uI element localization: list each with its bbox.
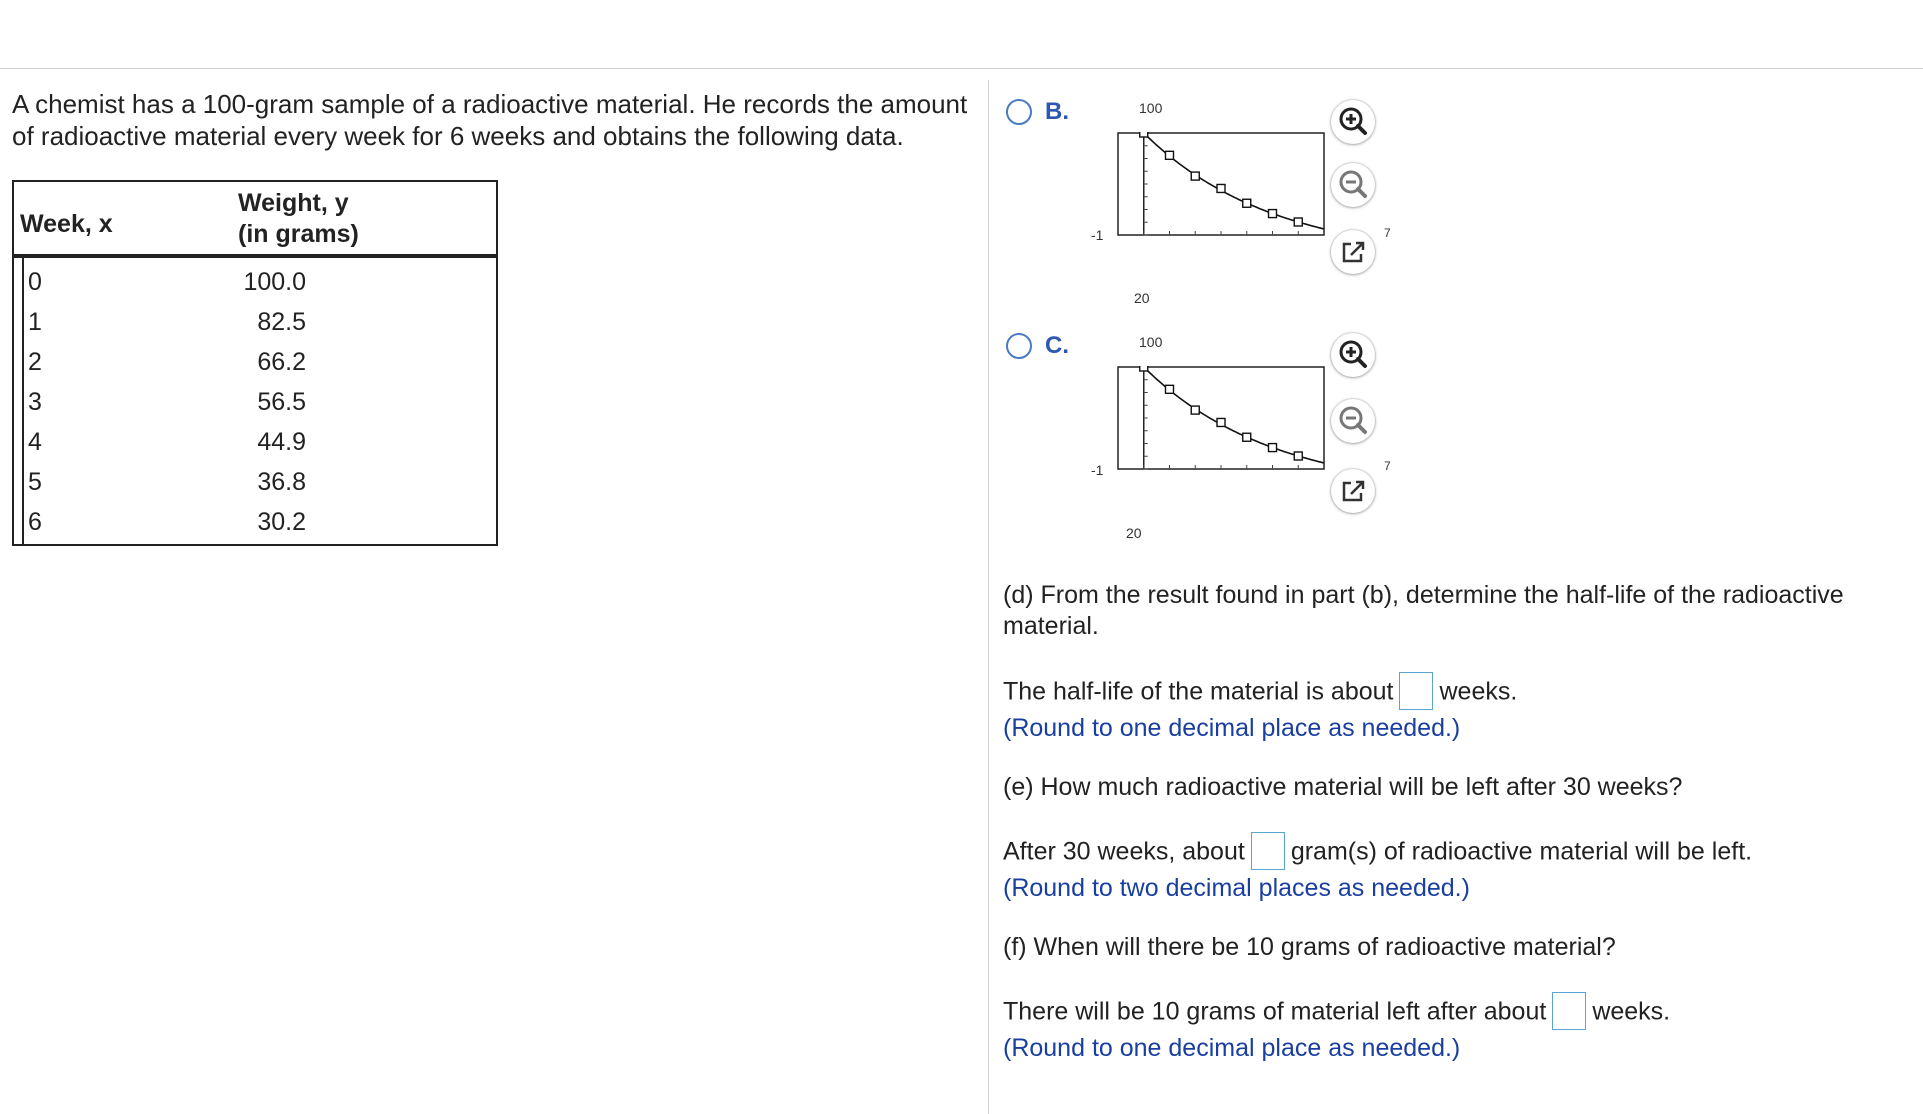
graph-b-xmin-label: -1 <box>1091 227 1104 243</box>
graph-b-ymin-label: 20 <box>1134 290 1150 306</box>
part-d-answer-input[interactable] <box>1399 672 1433 710</box>
zoom-in-icon <box>1331 100 1375 144</box>
zoom-out-icon <box>1331 399 1375 443</box>
part-f-suffix: weeks. <box>1592 997 1671 1026</box>
cell-x: 3 <box>28 388 42 416</box>
data-point <box>1191 172 1199 180</box>
zoom-in-icon <box>1331 333 1375 377</box>
table-row <box>14 502 496 542</box>
part-f-answer-line <box>1003 992 1903 1034</box>
data-table <box>12 180 498 546</box>
graph-b-xmax-label: 7 <box>1384 226 1391 240</box>
data-point <box>1243 433 1251 441</box>
part-f-question: (f) When will there be 10 grams of radioactive material? <box>1003 933 1616 961</box>
cell-x: 0 <box>28 268 42 296</box>
header-weight-line1: Weight, y <box>238 189 349 217</box>
top-rule <box>0 68 1923 69</box>
part-e-question: (e) How much radioactive material will be left after 30 weeks? <box>1003 773 1683 801</box>
data-point <box>1269 210 1277 218</box>
expand-button-b[interactable] <box>1331 230 1375 274</box>
cell-x: 1 <box>28 308 42 336</box>
zoom-in-button-c[interactable] <box>1331 333 1375 377</box>
graph-b[interactable] <box>1116 132 1326 236</box>
zoom-out-button-b[interactable] <box>1331 163 1375 207</box>
cell-x: 6 <box>28 508 42 536</box>
expand-button-c[interactable] <box>1331 469 1375 513</box>
part-e-hint: (Round to two decimal places as needed.) <box>1003 874 1470 902</box>
table-row <box>14 302 496 342</box>
option-b-radio[interactable] <box>1006 99 1032 125</box>
data-point <box>1140 366 1148 371</box>
table-row <box>14 342 496 382</box>
cell-y: 100.0 <box>243 268 306 296</box>
cell-y: 66.2 <box>257 348 306 376</box>
header-weight <box>238 188 359 250</box>
expand-icon <box>1331 230 1375 274</box>
part-e-answer-input[interactable] <box>1251 832 1285 870</box>
graph-b-ymax-label: 100 <box>1139 100 1163 116</box>
cell-x: 4 <box>28 428 42 456</box>
part-d-suffix: weeks. <box>1439 677 1518 706</box>
data-point <box>1217 184 1225 192</box>
part-f-hint: (Round to one decimal place as needed.) <box>1003 1034 1461 1062</box>
table-row <box>14 422 496 462</box>
header-weight-line2: (in grams) <box>238 220 359 248</box>
problem-pane <box>12 88 982 536</box>
cell-x: 5 <box>28 468 42 496</box>
table-row <box>14 262 496 302</box>
data-point <box>1166 151 1174 159</box>
cell-y: 30.2 <box>257 508 306 536</box>
part-d-answer-line <box>1003 672 1903 714</box>
option-b-label: B. <box>1045 98 1069 125</box>
table-body <box>14 258 496 544</box>
data-point <box>1217 418 1225 426</box>
cell-y: 56.5 <box>257 388 306 416</box>
data-point <box>1294 218 1302 226</box>
data-point <box>1294 452 1302 460</box>
part-e-answer-line <box>1003 832 1903 874</box>
part-f-answer-input[interactable] <box>1552 992 1586 1030</box>
table-row <box>14 382 496 422</box>
cell-y: 82.5 <box>257 308 306 336</box>
graph-c-ymax-label: 100 <box>1139 334 1163 350</box>
table-row <box>14 462 496 502</box>
table-header <box>14 182 496 258</box>
part-d-prefix: The half-life of the material is about <box>1003 677 1394 706</box>
header-week: Week, x <box>20 210 113 238</box>
cell-y: 44.9 <box>257 428 306 456</box>
data-point <box>1140 132 1148 137</box>
option-c-radio[interactable] <box>1006 333 1032 359</box>
graph-c[interactable] <box>1116 366 1326 470</box>
part-f-prefix: There will be 10 grams of material left after about <box>1003 997 1547 1026</box>
part-e-prefix: After 30 weeks, about <box>1003 837 1245 866</box>
graph-c-xmax-label: 7 <box>1384 459 1391 473</box>
cell-y: 36.8 <box>257 468 306 496</box>
data-point <box>1269 444 1277 452</box>
zoom-out-button-c[interactable] <box>1331 399 1375 443</box>
graph-c-ymin-label: 20 <box>1126 525 1142 541</box>
expand-icon <box>1331 469 1375 513</box>
zoom-in-button-b[interactable] <box>1331 100 1375 144</box>
data-point <box>1243 199 1251 207</box>
column-divider <box>988 80 989 1114</box>
zoom-out-icon <box>1331 163 1375 207</box>
part-d-hint: (Round to one decimal place as needed.) <box>1003 714 1461 742</box>
part-e-suffix: gram(s) of radioactive material will be left. <box>1290 837 1753 866</box>
problem-intro: A chemist has a 100-gram sample of a radioactive material. He records the amount of radioactive material every week for 6 weeks and obtains the following data. <box>12 89 968 151</box>
graph-c-xmin-label: -1 <box>1091 462 1104 478</box>
data-point <box>1191 406 1199 414</box>
option-c-label: C. <box>1045 332 1069 359</box>
cell-x: 2 <box>28 348 42 376</box>
data-point <box>1166 385 1174 393</box>
part-d-question: (d) From the result found in part (b), determine the half-life of the radioactive material. <box>1003 581 1844 640</box>
